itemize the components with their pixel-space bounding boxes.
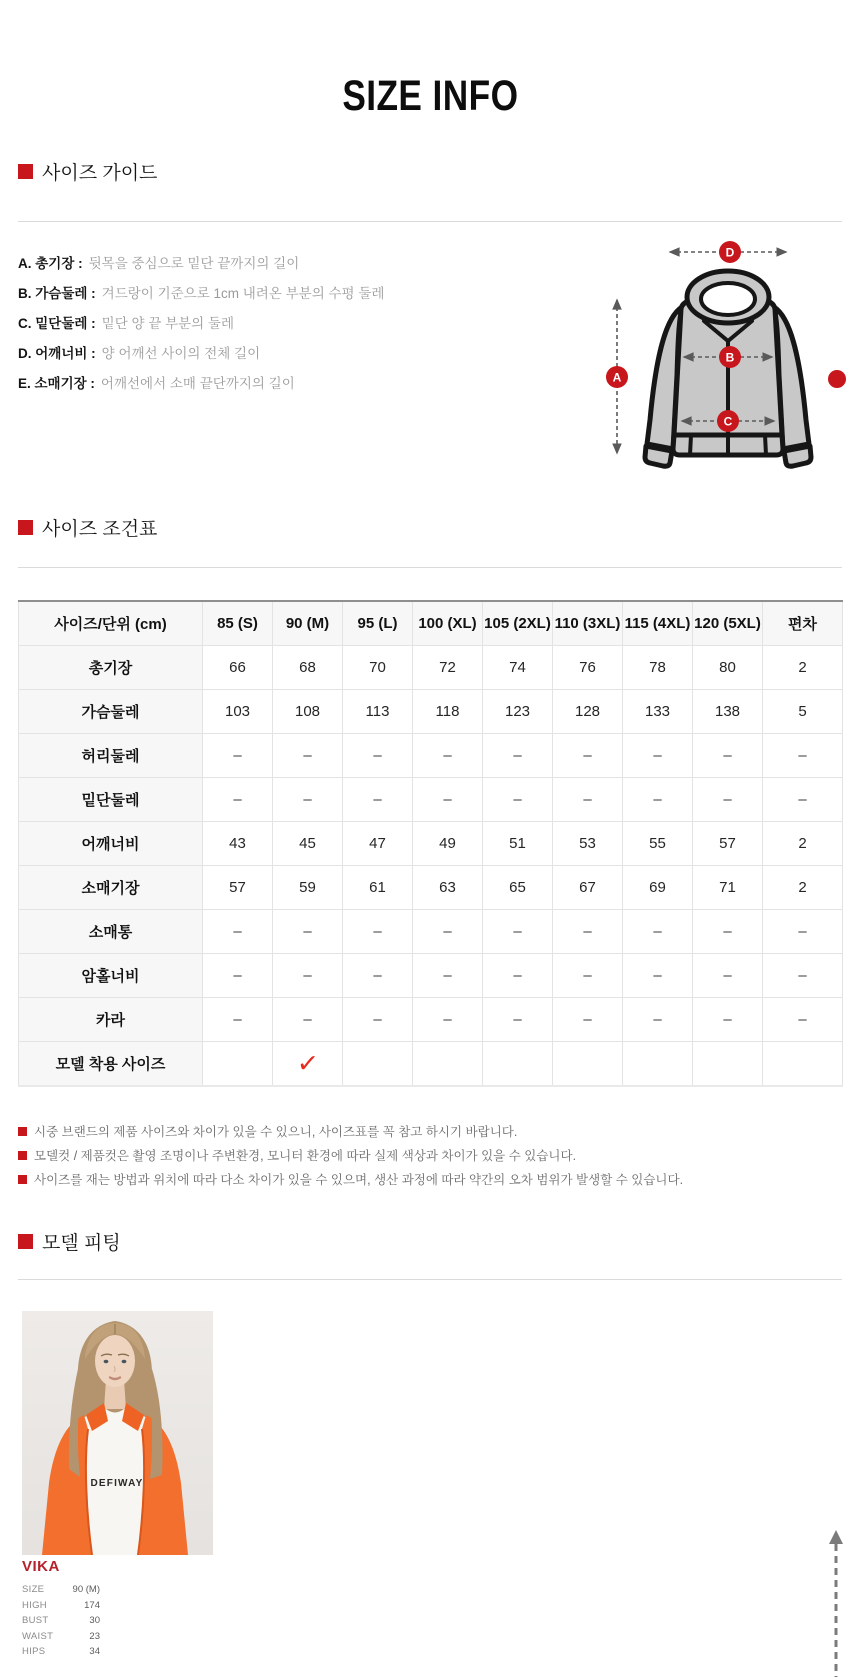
size-cell: – <box>553 910 623 954</box>
size-cell <box>553 1042 623 1087</box>
notes-list <box>18 1120 683 1192</box>
size-cell: 72 <box>413 646 483 690</box>
size-cell: – <box>413 734 483 778</box>
size-cell: – <box>483 778 553 822</box>
size-cell: – <box>203 734 273 778</box>
model-stat-row <box>22 1598 100 1614</box>
model-photo <box>22 1311 213 1555</box>
size-cell: 2 <box>763 646 843 690</box>
size-cell: – <box>693 954 763 998</box>
model-stat-row <box>22 1629 100 1645</box>
note-text: 사이즈를 재는 방법과 위치에 따라 다소 차이가 있을 수 있으며, 생산 과정에 따라 약간의 오차 범위가 발생할 수 있습니다. <box>34 1173 684 1187</box>
column-header-size: 편차 <box>763 601 843 646</box>
size-cell: 47 <box>343 822 413 866</box>
size-cell <box>413 1042 483 1087</box>
row-label: 허리둘레 <box>19 734 203 778</box>
size-cell <box>483 1042 553 1087</box>
badge-c-label: C <box>723 414 733 429</box>
size-cell: 78 <box>623 646 693 690</box>
size-cell: – <box>553 778 623 822</box>
table-header-row <box>19 601 843 646</box>
size-cell <box>343 1042 413 1087</box>
model-stat-row <box>22 1644 100 1660</box>
size-cell: 123 <box>483 690 553 734</box>
column-header-label: 사이즈/단위 (cm) <box>19 601 203 646</box>
stat-label: HIPS <box>22 1646 46 1657</box>
model-size-row <box>19 1042 843 1087</box>
table-row <box>19 822 843 866</box>
size-cell: – <box>273 954 343 998</box>
size-cell: – <box>623 734 693 778</box>
table-row <box>19 998 843 1042</box>
model-stats <box>22 1582 100 1660</box>
stat-value: 174 <box>84 1599 100 1611</box>
right-cuff <box>784 446 811 466</box>
guide-description: 겨드랑이 기준으로 1cm 내려온 부분의 수평 둘레 <box>101 286 385 301</box>
size-cell: 74 <box>483 646 553 690</box>
size-cell: – <box>763 734 843 778</box>
table-row <box>19 646 843 690</box>
note-item <box>18 1120 683 1144</box>
size-cell: – <box>763 954 843 998</box>
note-marker-icon <box>18 1175 27 1184</box>
scroll-continues-arrow <box>826 1528 846 1677</box>
size-cell: 108 <box>273 690 343 734</box>
row-label: 소매기장 <box>19 866 203 910</box>
size-cell: – <box>693 998 763 1042</box>
size-cell: 55 <box>623 822 693 866</box>
section-marker-icon <box>18 164 33 179</box>
size-cell: 2 <box>763 822 843 866</box>
size-cell: – <box>413 998 483 1042</box>
size-cell: – <box>763 910 843 954</box>
size-cell: 138 <box>693 690 763 734</box>
note-marker-icon <box>18 1127 27 1136</box>
row-label: 가슴둘레 <box>19 690 203 734</box>
size-cell: – <box>273 998 343 1042</box>
section-marker-icon <box>18 1234 33 1249</box>
size-cell: 69 <box>623 866 693 910</box>
stat-label: SIZE <box>22 1584 45 1595</box>
column-header-size: 110 (3XL) <box>553 601 623 646</box>
size-cell <box>273 1042 343 1087</box>
size-table-heading-label: 사이즈 조건표 <box>42 519 158 540</box>
size-cell: – <box>553 998 623 1042</box>
size-cell: – <box>413 778 483 822</box>
row-label: 어깨너비 <box>19 822 203 866</box>
note-marker-icon <box>18 1151 27 1160</box>
size-cell: 103 <box>203 690 273 734</box>
column-header-size: 95 (L) <box>343 601 413 646</box>
note-item <box>18 1144 683 1168</box>
column-header-size: 120 (5XL) <box>693 601 763 646</box>
table-row <box>19 734 843 778</box>
size-cell: 118 <box>413 690 483 734</box>
size-cell: 45 <box>273 822 343 866</box>
size-cell: 61 <box>343 866 413 910</box>
size-cell: – <box>623 778 693 822</box>
stat-label: HIGH <box>22 1599 47 1611</box>
size-cell: – <box>483 998 553 1042</box>
size-cell: 128 <box>553 690 623 734</box>
model-fitting-heading-label: 모델 피팅 <box>42 1233 121 1254</box>
size-cell: – <box>273 910 343 954</box>
size-cell <box>203 1042 273 1087</box>
badge-d-label: D <box>725 245 735 260</box>
row-label: 카라 <box>19 998 203 1042</box>
table-row <box>19 866 843 910</box>
size-cell: – <box>273 734 343 778</box>
size-cell: – <box>693 778 763 822</box>
row-label: 암홀너비 <box>19 954 203 998</box>
badge-a-label: A <box>612 370 622 385</box>
size-cell: 65 <box>483 866 553 910</box>
size-cell: – <box>623 910 693 954</box>
size-table-grid <box>18 600 843 1087</box>
size-cell: 57 <box>693 822 763 866</box>
size-cell: 51 <box>483 822 553 866</box>
row-label: 모델 착용 사이즈 <box>19 1042 203 1087</box>
size-guide-heading <box>18 158 157 185</box>
guide-term: A. 총기장 : <box>18 256 83 271</box>
size-cell: 67 <box>553 866 623 910</box>
size-cell: – <box>483 954 553 998</box>
size-cell: 68 <box>273 646 343 690</box>
size-guide-item <box>18 282 384 300</box>
size-guide-list <box>18 252 384 402</box>
size-cell: 53 <box>553 822 623 866</box>
size-cell: 66 <box>203 646 273 690</box>
column-header-size: 90 (M) <box>273 601 343 646</box>
tshirt-brand-text: DEFIWAY <box>90 1478 144 1489</box>
stat-value: 23 <box>89 1630 100 1642</box>
row-label: 밑단둘레 <box>19 778 203 822</box>
right-eye <box>122 1360 127 1363</box>
size-cell <box>693 1042 763 1087</box>
table-row <box>19 954 843 998</box>
size-cell: – <box>413 910 483 954</box>
size-cell: – <box>343 954 413 998</box>
size-cell: – <box>203 998 273 1042</box>
size-cell: 49 <box>413 822 483 866</box>
size-table-heading <box>18 514 157 541</box>
size-guide-item <box>18 372 384 390</box>
size-cell <box>623 1042 693 1087</box>
size-cell: 133 <box>623 690 693 734</box>
size-cell: – <box>203 954 273 998</box>
divider <box>18 1279 842 1280</box>
size-cell: 2 <box>763 866 843 910</box>
size-cell: – <box>623 954 693 998</box>
size-cell: – <box>203 778 273 822</box>
size-cell: – <box>763 998 843 1042</box>
guide-term: C. 밑단둘레 : <box>18 316 96 331</box>
size-cell: 71 <box>693 866 763 910</box>
guide-term: E. 소매기장 : <box>18 376 95 391</box>
size-cell: – <box>693 910 763 954</box>
size-guide-item <box>18 252 384 270</box>
table-row <box>19 910 843 954</box>
arrowhead-icon <box>829 1530 843 1544</box>
size-guide-heading-label: 사이즈 가이드 <box>42 163 158 184</box>
size-cell: 113 <box>343 690 413 734</box>
stat-label: WAIST <box>22 1630 54 1642</box>
size-cell: 63 <box>413 866 483 910</box>
column-header-size: 100 (XL) <box>413 601 483 646</box>
hood-opening <box>701 283 755 315</box>
size-cell: 59 <box>273 866 343 910</box>
size-cell: 57 <box>203 866 273 910</box>
guide-description: 양 어깨선 사이의 전체 길이 <box>101 346 261 361</box>
size-cell: 70 <box>343 646 413 690</box>
guide-term: D. 어깨너비 : <box>18 346 96 361</box>
size-cell: – <box>553 954 623 998</box>
guide-description: 뒷목을 중심으로 밑단 끝까지의 길이 <box>88 256 300 271</box>
guide-description: 어깨선에서 소매 끝단까지의 길이 <box>100 376 295 391</box>
model-stat-row <box>22 1582 100 1598</box>
model-fitting-heading <box>18 1228 121 1255</box>
left-eye <box>104 1360 109 1363</box>
left-cuff <box>645 446 672 466</box>
size-cell: 5 <box>763 690 843 734</box>
size-cell: 76 <box>553 646 623 690</box>
size-cell: – <box>343 910 413 954</box>
table-row <box>19 778 843 822</box>
size-cell: – <box>693 734 763 778</box>
row-label: 소매통 <box>19 910 203 954</box>
size-cell: 80 <box>693 646 763 690</box>
column-header-size: 105 (2XL) <box>483 601 553 646</box>
note-text: 모델컷 / 제품컷은 촬영 조명이나 주변환경, 모니터 환경에 따라 실제 색상과 차이가 있을 수 있습니다. <box>34 1149 577 1163</box>
stat-value: 34 <box>89 1646 100 1657</box>
size-cell: – <box>343 998 413 1042</box>
jacket-diagram-svg <box>560 225 860 470</box>
jacket-illustration <box>645 271 811 466</box>
red-dot <box>828 370 846 388</box>
size-cell: – <box>553 734 623 778</box>
stat-value: 30 <box>89 1615 100 1626</box>
guide-description: 밑단 양 끝 부분의 둘레 <box>101 316 235 331</box>
size-guide-item <box>18 312 384 330</box>
model-name: VIKA <box>22 1558 60 1575</box>
column-header-size: 115 (4XL) <box>623 601 693 646</box>
badge-b-label: B <box>725 350 735 365</box>
guide-term: B. 가슴둘레 : <box>18 286 96 301</box>
note-item <box>18 1168 683 1192</box>
column-header-size: 85 (S) <box>203 601 273 646</box>
size-cell: – <box>343 734 413 778</box>
note-text: 시중 브랜드의 제품 사이즈와 차이가 있을 수 있으니, 사이즈표를 꼭 참고 하시기 바랍니다. <box>34 1125 518 1139</box>
size-cell: – <box>203 910 273 954</box>
page-title: SIZE INFO <box>341 72 519 120</box>
size-guide-item <box>18 342 384 360</box>
size-cell <box>763 1042 843 1087</box>
divider <box>18 221 842 222</box>
size-table <box>18 600 842 1087</box>
size-cell: – <box>413 954 483 998</box>
divider <box>18 567 842 568</box>
stat-value: 90 (M) <box>72 1584 100 1595</box>
stat-label: BUST <box>22 1615 49 1626</box>
size-cell: – <box>483 910 553 954</box>
section-marker-icon <box>18 520 33 535</box>
size-cell: – <box>273 778 343 822</box>
size-cell: – <box>483 734 553 778</box>
table-row <box>19 690 843 734</box>
size-cell: – <box>623 998 693 1042</box>
jacket-diagram <box>560 225 860 470</box>
size-cell: – <box>763 778 843 822</box>
row-label: 총기장 <box>19 646 203 690</box>
size-cell: – <box>343 778 413 822</box>
model-stat-row <box>22 1613 100 1629</box>
size-cell: 43 <box>203 822 273 866</box>
checkmark-icon: ✓ <box>295 1047 320 1079</box>
